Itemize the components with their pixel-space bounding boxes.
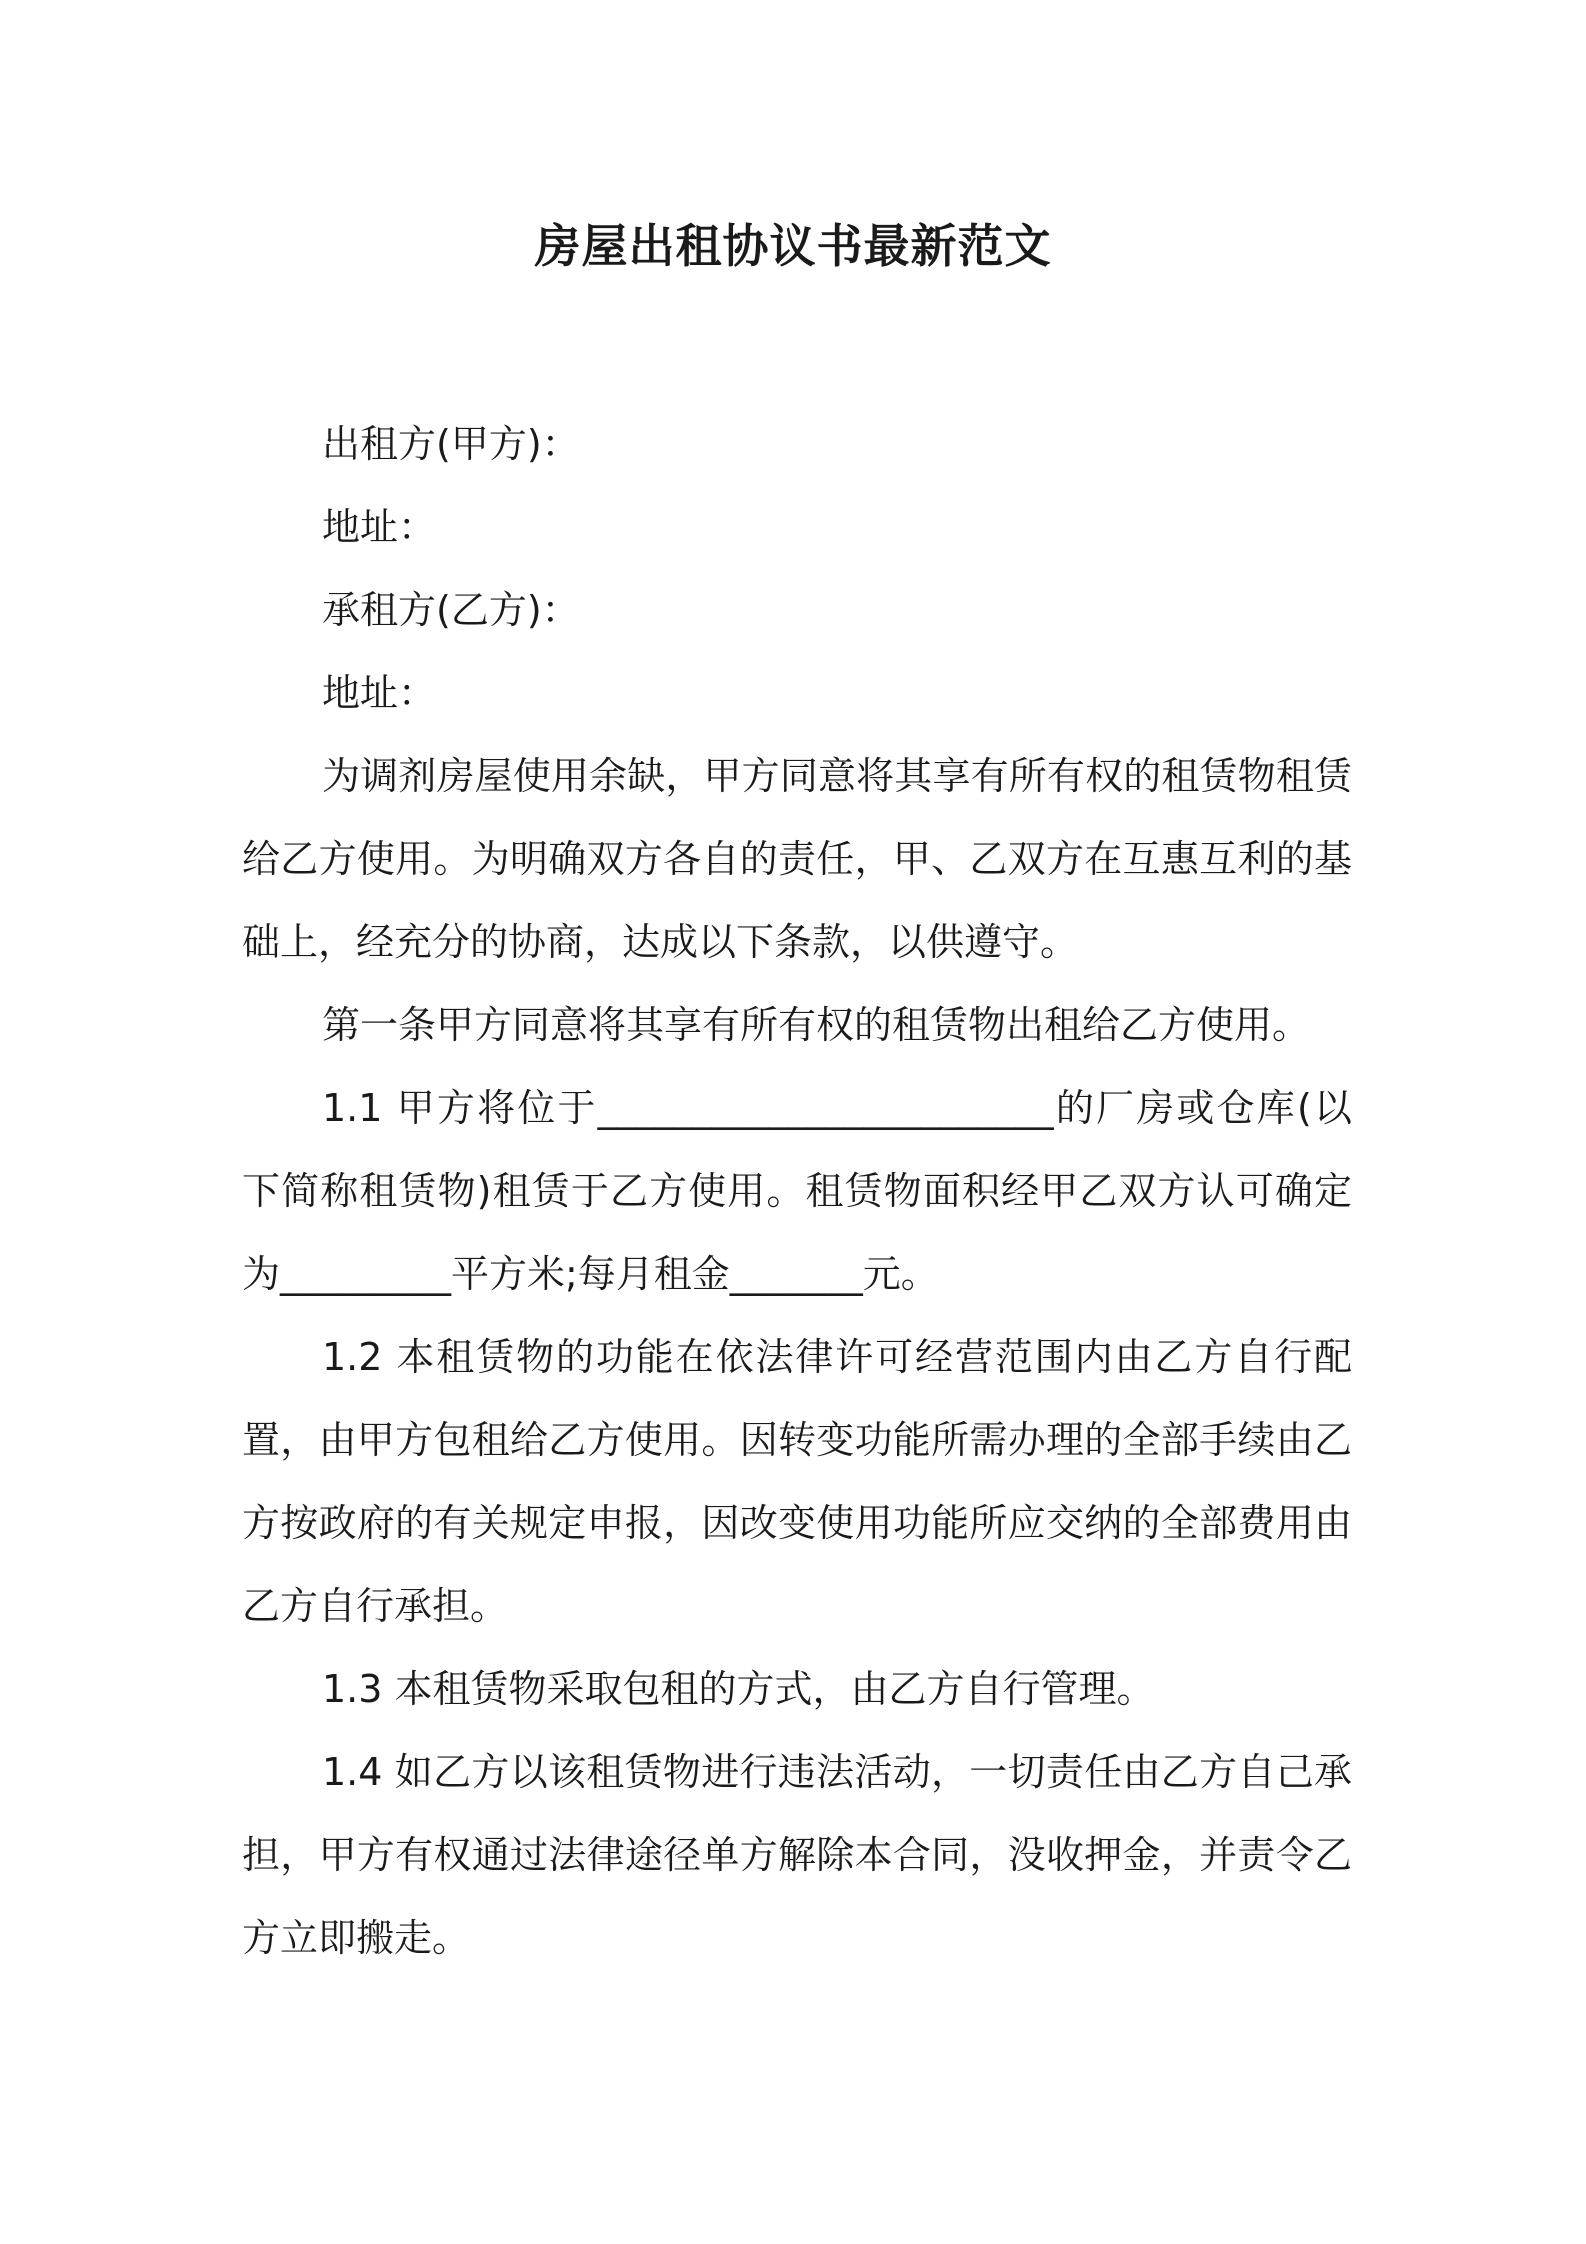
paragraph-article-1: 第一条甲方同意将其享有所有权的租赁物出租给乙方使用。	[322, 1003, 1311, 1047]
paragraph-preamble: 为调剂房屋使用余缺，甲方同意将其享有所有权的租赁物租赁给乙方使用。为明确双方各自的责任，甲、乙双方在互惠互利的基础上，经充分的协商，达成以下条款，以供遵守。	[242, 754, 1352, 964]
paragraph-clause-1-1: 1.1 甲方将位于________________________的厂房或仓库(以下简称租赁物)租赁于乙方使用。租赁物面积经甲乙双方认可确定为_________平方米;每月租金_______元。	[242, 1086, 1352, 1296]
paragraph-lessor: 出租方(甲方)：	[322, 422, 580, 466]
document-title: 房屋出租协议书最新范文	[534, 219, 1052, 273]
paragraph-lessee: 承租方(乙方)：	[322, 588, 580, 632]
paragraph-lessor-address: 地址：	[322, 505, 437, 549]
paragraph-clause-1-2: 1.2 本租赁物的功能在依法律许可经营范围内由乙方自行配置，由甲方包租给乙方使用。因转变功能所需办理的全部手续由乙方按政府的有关规定申报，因改变使用功能所应交纳的全部费用由乙方自行承担。	[242, 1335, 1352, 1628]
paragraph-lessee-address: 地址：	[322, 671, 437, 715]
paragraph-clause-1-4: 1.4 如乙方以该租赁物进行违法活动，一切责任由乙方自己承担，甲方有权通过法律途径单方解除本合同，没收押金，并责令乙方立即搬走。	[242, 1750, 1352, 1960]
document-body	[242, 403, 1352, 1980]
paragraph-clause-1-3: 1.3 本租赁物采取包租的方式，由乙方自行管理。	[322, 1667, 1155, 1711]
